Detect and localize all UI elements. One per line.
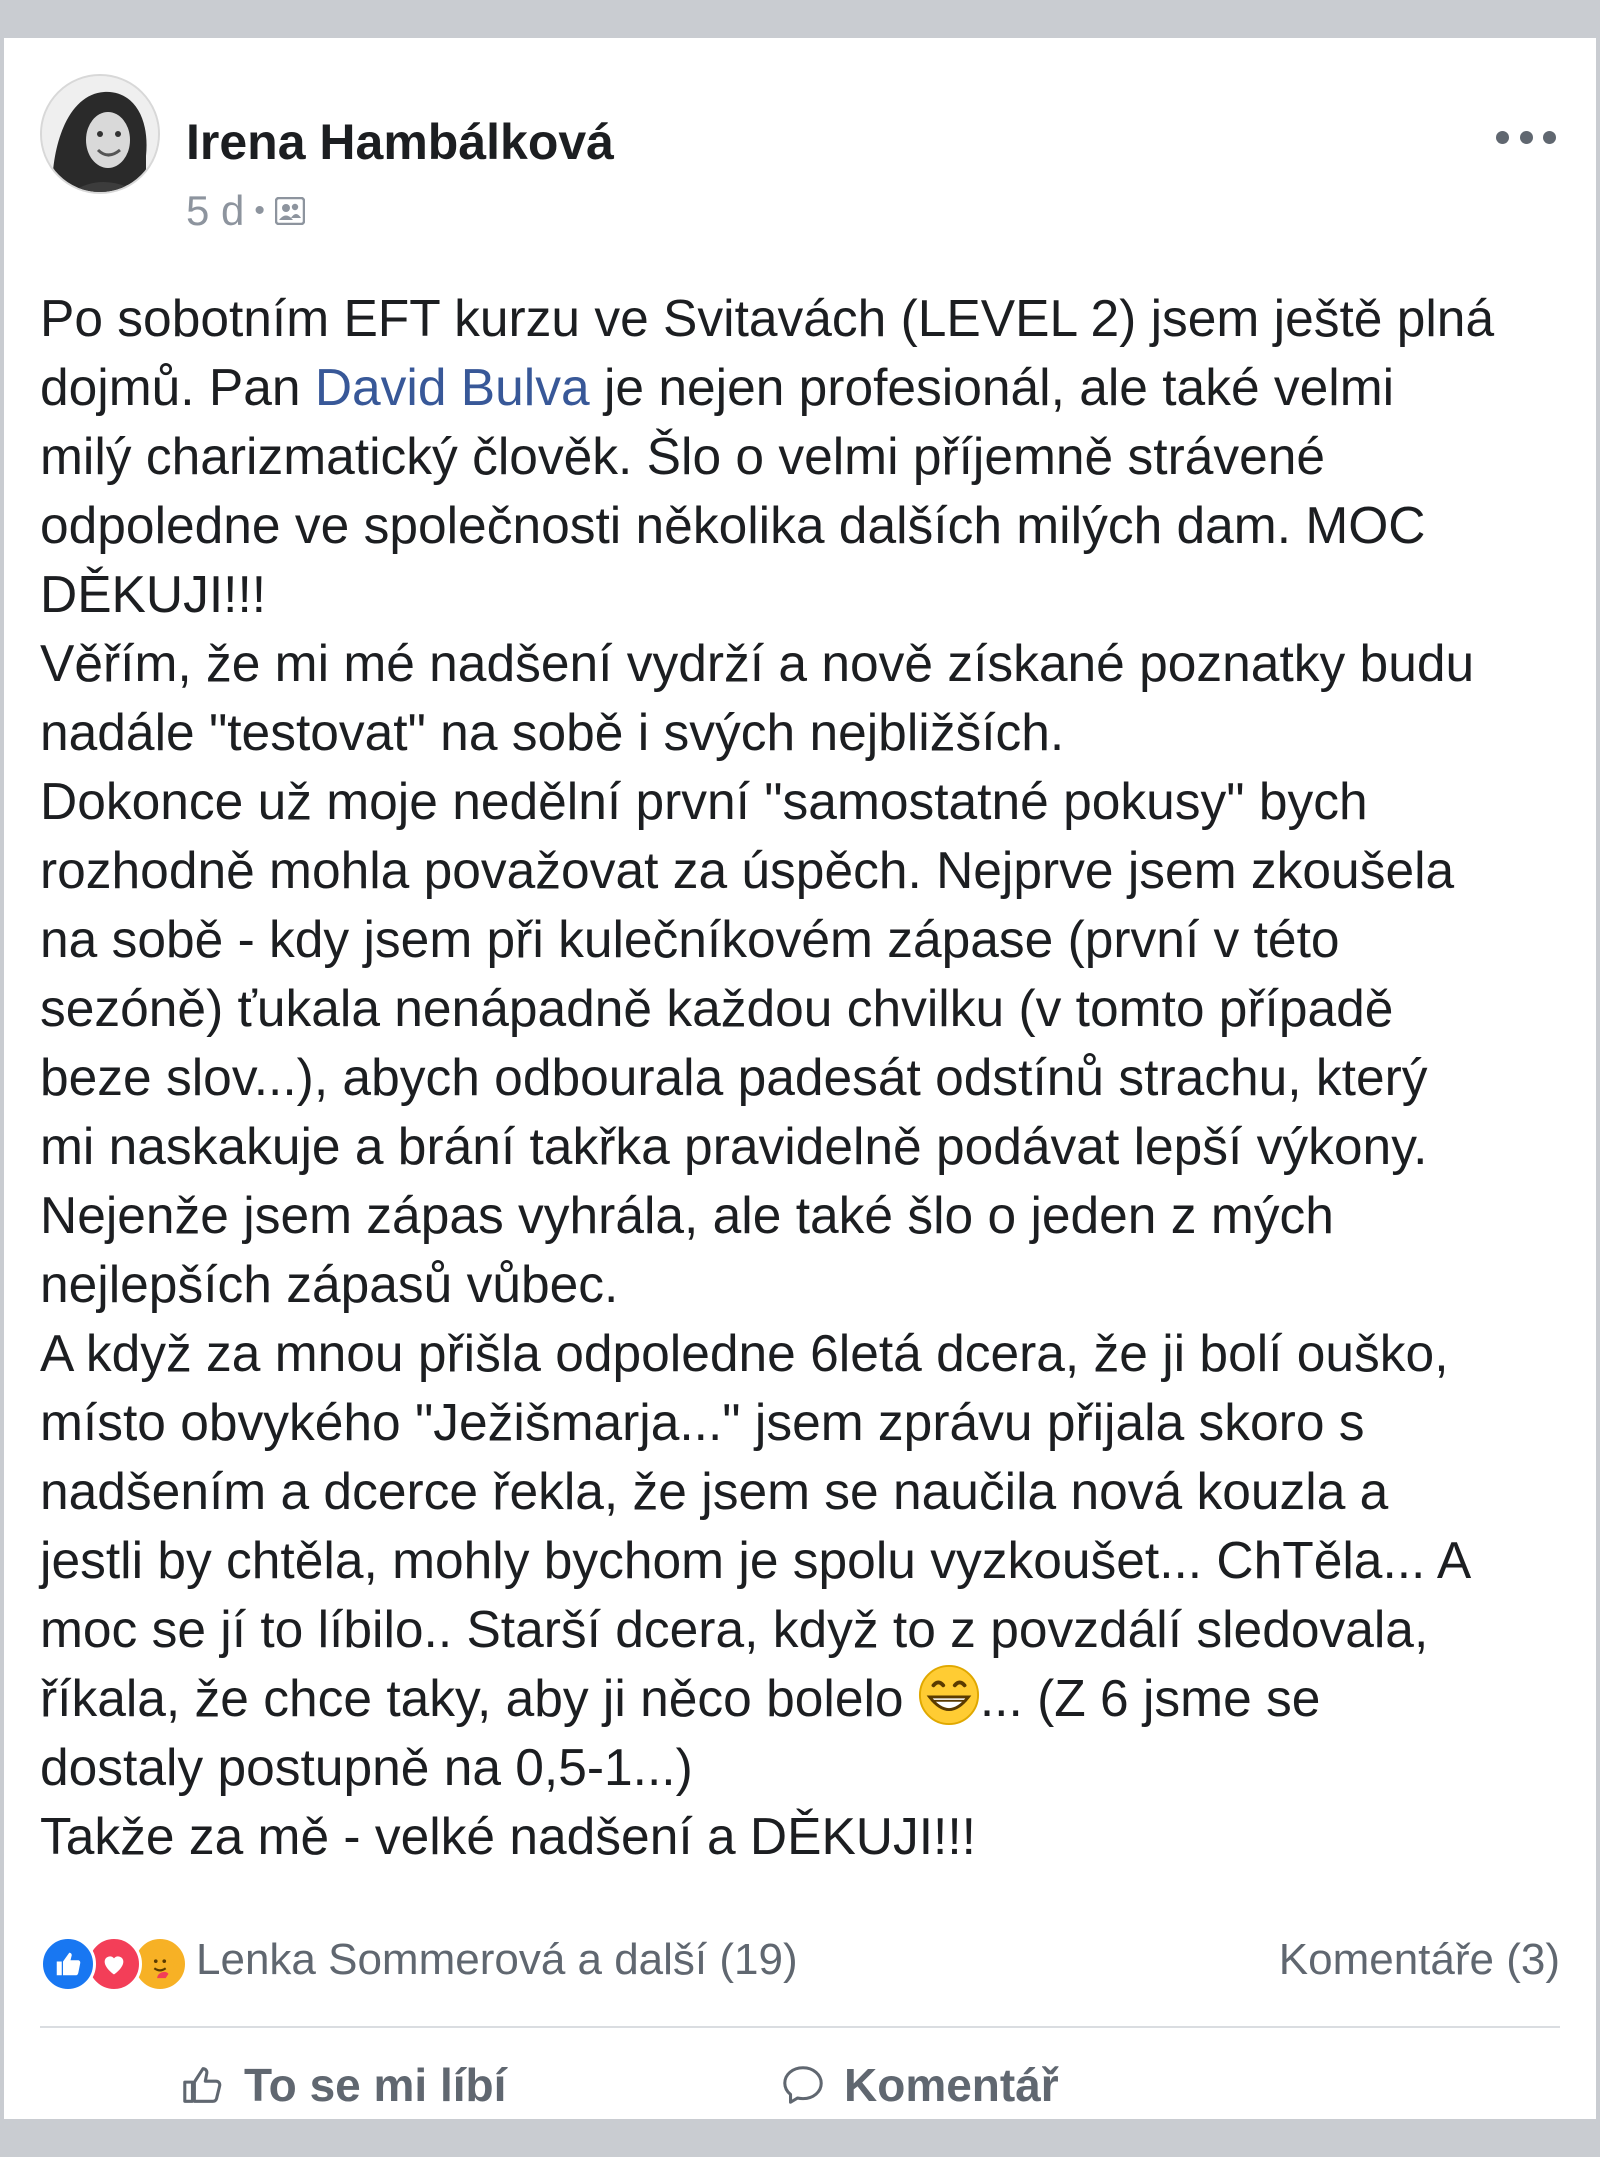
post-text [40, 284, 1570, 1871]
like-button[interactable] [180, 2058, 506, 2112]
divider [40, 2026, 1560, 2028]
comments-count-link[interactable]: Komentáře (3) [1278, 1935, 1560, 1984]
avatar[interactable] [40, 74, 160, 194]
thumbs-up-icon [180, 2062, 226, 2108]
reaction-icons [40, 1932, 188, 1988]
friends-icon [275, 197, 305, 225]
post-meta [186, 188, 305, 234]
action-bar [4, 2058, 1596, 2138]
top-separator [0, 0, 1600, 38]
comment-button-label: Komentář [844, 2059, 1059, 2111]
post-text-part: Po sobotním EFT kurzu ve Svitavách (LEVEL 2) jsem ještě plná dojmů. Pan [40, 289, 1495, 416]
post-text-part: ... (Z 6 jsme se dostaly postupně na 0,5-1...) Takže za mě - velké nadšení a DĚKUJI!!! [40, 1669, 1321, 1865]
like-button-label: To se mi líbí [244, 2059, 507, 2111]
mention-link[interactable]: David Bulva [314, 358, 590, 416]
comment-icon [780, 2062, 826, 2108]
more-dot [1543, 131, 1556, 144]
reaction-summary[interactable] [40, 1932, 798, 1988]
post-card [4, 38, 1596, 2119]
grinning-face-emoji [918, 1664, 980, 1726]
avatar-photo [42, 76, 158, 192]
more-options-button[interactable] [1496, 122, 1556, 152]
reaction-summary-text: Lenka Sommerová a další (19) [196, 1935, 798, 1984]
like-reaction-icon [40, 1936, 96, 1992]
more-dot [1520, 131, 1533, 144]
comment-button[interactable] [780, 2058, 1059, 2112]
post-text-part: je nejen profesionál, ale také velmi milý charizmatický člověk. Šlo o velmi příjemně strávené odpoledne ve společnosti několika dalších milých dam. MOC DĚKUJI!!! Věřím, že mi mé nadšení vydrží a nově získané poznatky budu nadále "testovat" na sobě i svých nejbližších. Dokonce už moje nedělní první "samostatné pokusy" bych rozhodně mohla považovat za úspěch. Nejprve jsem zkoušela na sobě - kdy jsem při kulečníkovém zápase (první v této sezóně) ťukala nenápadně každou chvilku (v tomto případě beze slov...), abych odbourala padesát odstínů strachu, který mi naskakuje a brání takřka pravidelně podávat lepší výkony. Nejenže jsem zápas vyhrála, ale také šlo o jeden z mých nejlepších zápasů vůbec. A když za mnou přišla odpoledne 6letá dcera, že ji bolí ouško, místo obvykého "Ježišmarja..." jsem zprávu přijala skoro s nadšením a dcerce řekla, že jsem se naučila nová kouzla a jestli by chtěla, mohly bychom je spolu vyzkoušet... ChTěla... A moc se jí to líbilo.. Starší dcera, když to z povzdálí sledovala, říkala, že chce taky, aby ji něco bolelo [40, 358, 1475, 1727]
more-dot [1496, 131, 1509, 144]
post-time[interactable]: 5 d [186, 187, 245, 234]
reaction-bar [40, 1930, 1560, 1990]
post-header [4, 38, 1596, 234]
meta-separator: • [254, 194, 265, 227]
author-name[interactable]: Irena Hambálková [186, 114, 614, 170]
